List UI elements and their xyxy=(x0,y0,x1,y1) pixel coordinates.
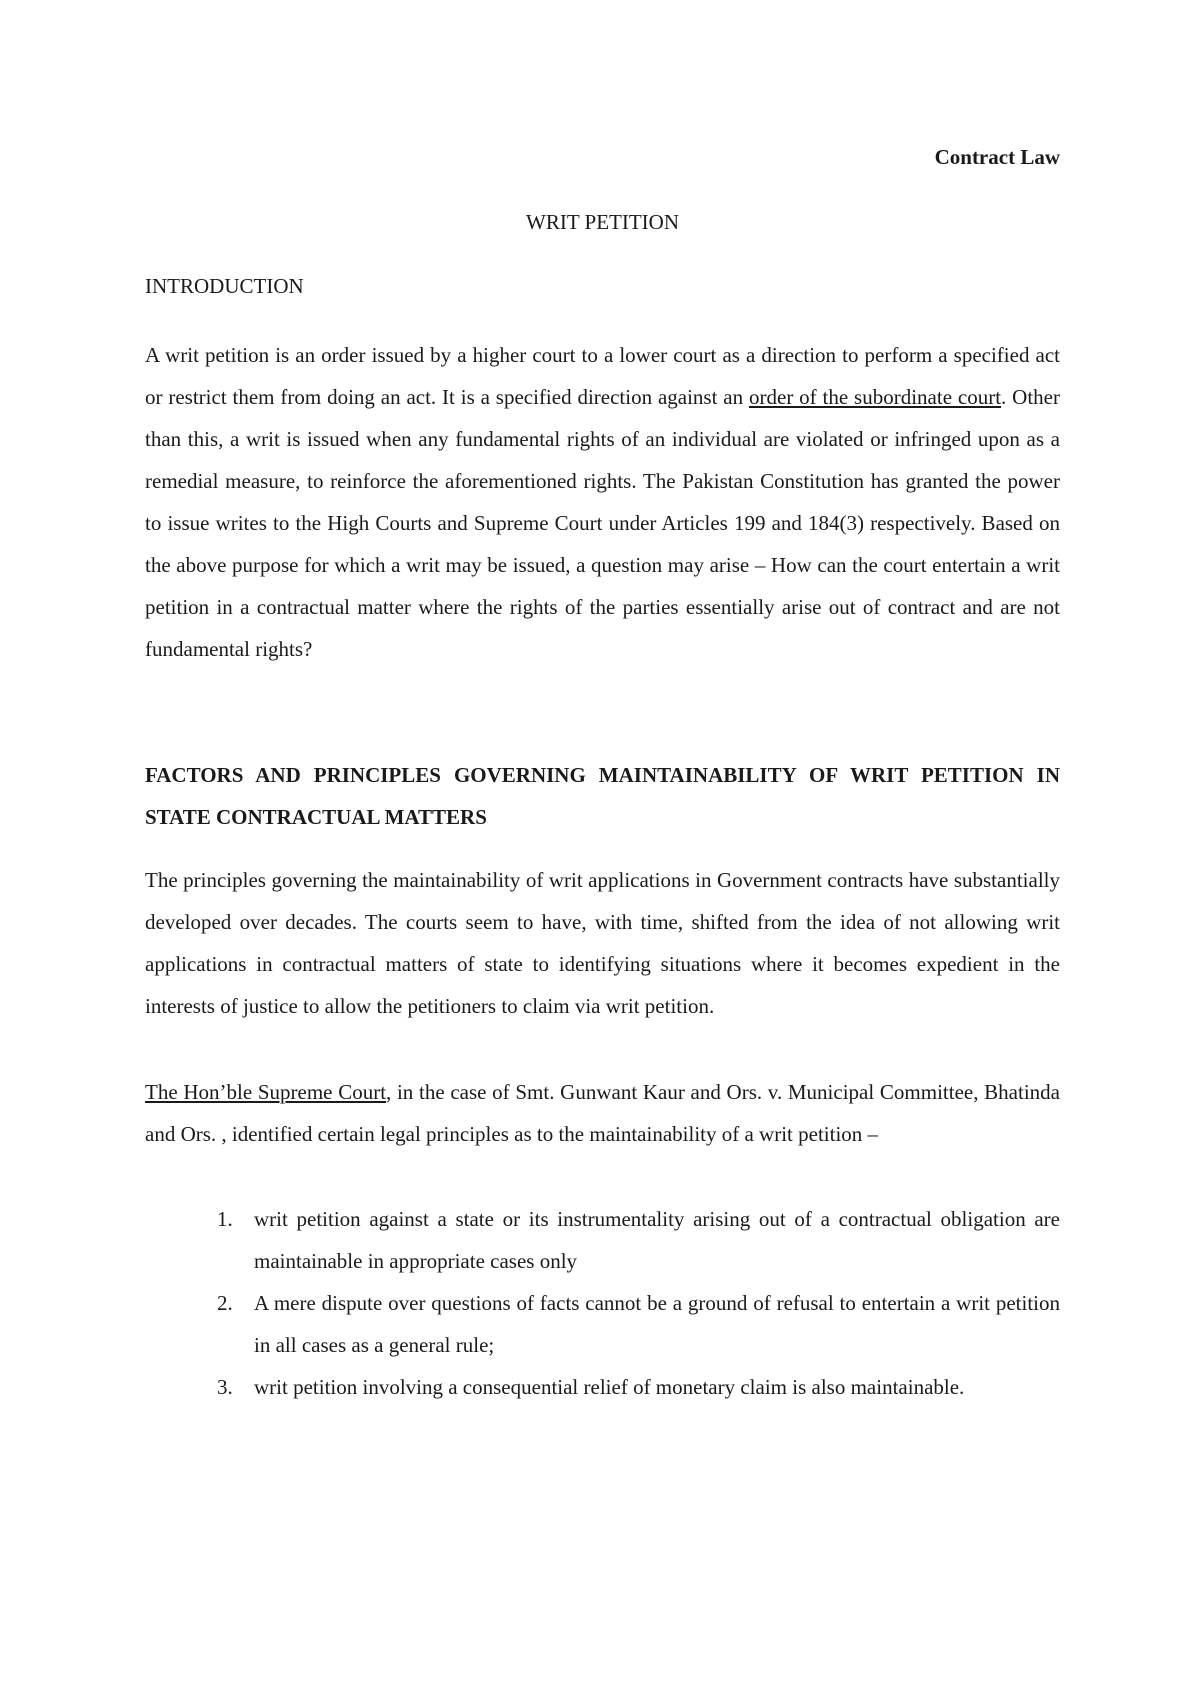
introduction-text-2: . Other than this, a writ is issued when any fundamental rights of an individual are violated or infringed upon as a remedial measure, to reinforce the aforementioned rights. The Pakistan Constitution has granted the power to issue writes to the High Courts and Supreme Court under Articles 199 and 184(3) respectively. Based on the above purpose for which a writ may be issued, a question may arise – How can the court entertain a writ petition in a contractual matter where the rights of the parties essentially arise out of contract and are not fundamental rights? xyxy=(145,385,1060,661)
introduction-text-1: A writ petition is an order issued by a higher court to a lower court as a direction to perform a specified act or restrict them from doing an act. It is a specified direction against an xyxy=(145,343,1060,409)
factors-heading: FACTORS AND PRINCIPLES GOVERNING MAINTAINABILITY OF WRIT PETITION IN STATE CONTRACTUAL MATTERS xyxy=(145,763,1060,829)
factors-paragraph: The principles governing the maintainability of writ applications in Government contracts have substantially developed over decades. The courts seem to have, with time, shifted from the idea of not allowing writ applications in contractual matters of state to identifying situations where it becomes expedient in the interests of justice to allow the petitioners to claim via writ petition. xyxy=(145,868,1060,1018)
list-number: 3. xyxy=(217,1375,233,1399)
list-item xyxy=(145,1198,1060,1282)
list-item-text: A mere dispute over questions of facts cannot be a ground of refusal to entertain a writ petition in all cases as a general rule; xyxy=(254,1291,1060,1357)
subordinate-court-link[interactable]: order of the subordinate court xyxy=(749,385,1002,409)
document-title: WRIT PETITION xyxy=(526,210,679,234)
list-item xyxy=(145,1366,1060,1408)
supreme-court-link[interactable]: The Hon’ble Supreme Court xyxy=(145,1080,387,1104)
case-paragraph xyxy=(145,1071,1060,1155)
list-item-text: writ petition involving a consequential relief of monetary claim is also maintainable. xyxy=(254,1375,965,1399)
list-item-text: writ petition against a state or its instrumentality arising out of a contractual obligation are maintainable in appropriate cases only xyxy=(254,1207,1060,1273)
course-label: Contract Law xyxy=(934,145,1060,169)
case-text: , in the case of Smt. Gunwant Kaur and Ors. v. Municipal Committee, Bhatinda and Ors. , identified certain legal principles as to the maintainability of a writ petition – xyxy=(145,1080,1060,1146)
introduction-paragraph xyxy=(145,334,1060,670)
introduction-heading: INTRODUCTION xyxy=(145,274,304,298)
list-item xyxy=(145,1282,1060,1366)
principles-list xyxy=(145,1198,1060,1408)
list-number: 2. xyxy=(217,1291,233,1315)
list-number: 1. xyxy=(217,1207,233,1231)
